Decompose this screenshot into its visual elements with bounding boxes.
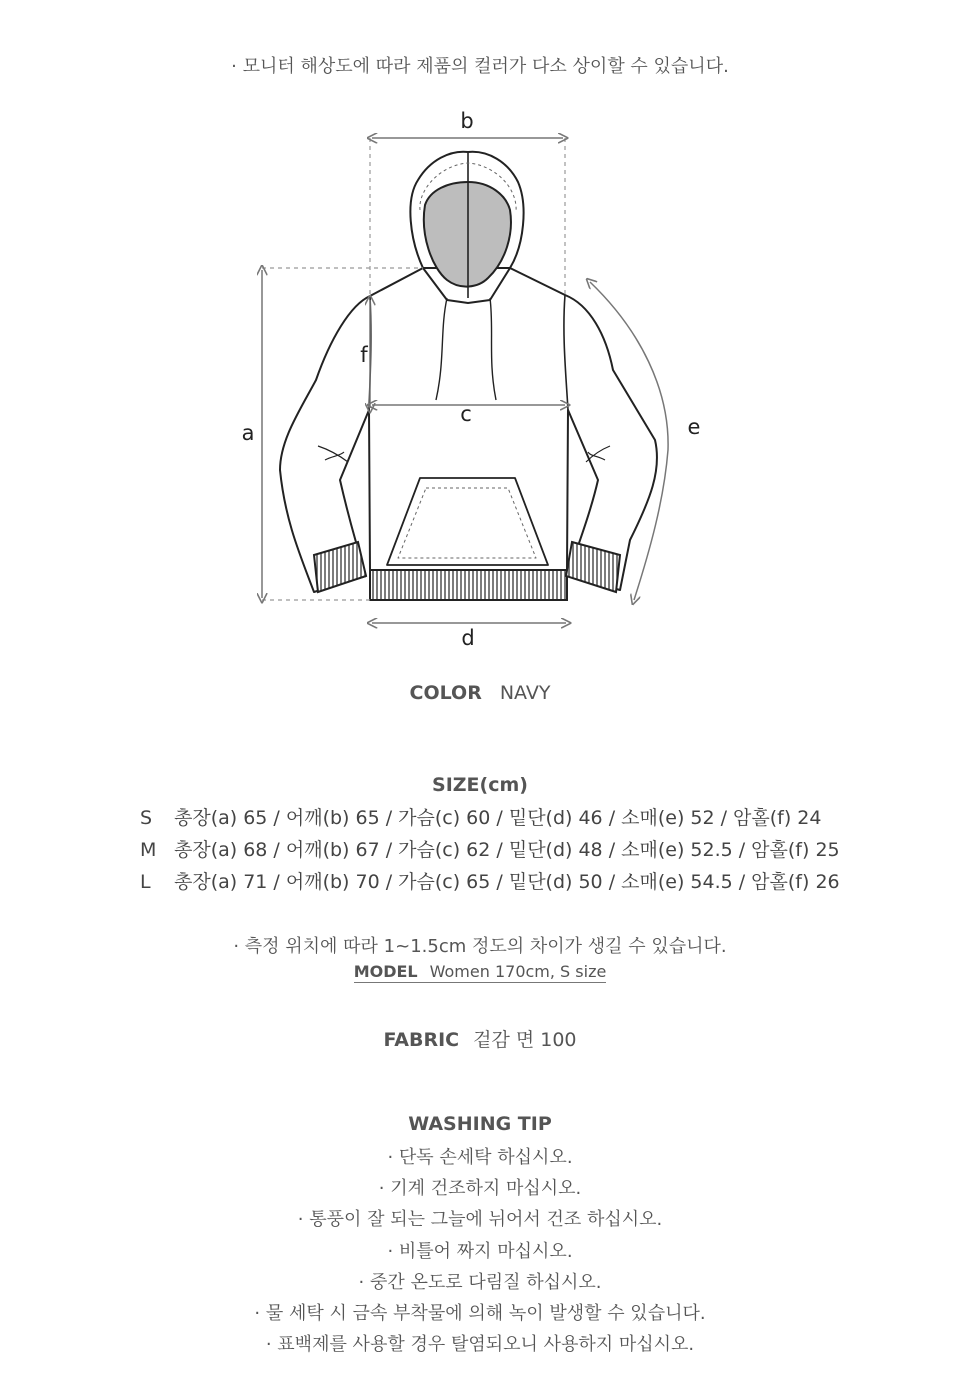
color-label: COLOR	[409, 682, 482, 704]
hem-rib	[370, 570, 567, 600]
model-info	[0, 962, 960, 981]
list-item: · 통풍이 잘 되는 그늘에 뉘어서 건조 하십시오.	[297, 1209, 663, 1231]
size-measurements: 총장(a) 65 / 어깨(b) 65 / 가슴(c) 60 / 밑단(d) 46 / 소매(e) 52 / 암홀(f) 24	[174, 807, 822, 829]
washing-tip-list	[0, 1142, 960, 1360]
size-title: SIZE(cm)	[432, 774, 528, 796]
label-f: f	[360, 343, 368, 367]
model-value: Women 170cm, S size	[429, 962, 607, 981]
size-code: L	[140, 871, 151, 893]
color-info	[0, 682, 960, 704]
size-row-l	[140, 866, 840, 898]
size-measurements: 총장(a) 68 / 어깨(b) 67 / 가슴(c) 62 / 밑단(d) 48 / 소매(e) 52.5 / 암홀(f) 25	[174, 839, 840, 861]
label-e: e	[687, 415, 701, 439]
hoodie-size-diagram	[0, 0, 960, 680]
model-label: MODEL	[353, 962, 418, 981]
list-item: · 비틀어 짜지 마십시오.	[387, 1240, 573, 1262]
list-item: · 단독 손세탁 하십시오.	[387, 1147, 573, 1168]
size-measurements: 총장(a) 71 / 어깨(b) 70 / 가슴(c) 65 / 밑단(d) 50 / 소매(e) 54.5 / 암홀(f) 26	[174, 871, 840, 893]
size-row-s	[140, 802, 840, 834]
list-item: · 중간 온도로 다림질 하십시오.	[358, 1271, 602, 1293]
fabric-info	[0, 1025, 960, 1052]
list-item: · 물 세탁 시 금속 부착물에 의해 녹이 발생할 수 있습니다.	[254, 1302, 706, 1324]
size-code: M	[140, 839, 157, 861]
measurement-notice: · 측정 위치에 따라 1~1.5cm 정도의 차이가 생길 수 있습니다.	[233, 936, 727, 957]
size-code: S	[140, 807, 153, 829]
fabric-value: 겉감 면 100	[473, 1029, 577, 1051]
size-row-m	[140, 834, 840, 866]
label-d: d	[461, 626, 475, 650]
color-value: NAVY	[499, 682, 551, 704]
label-c: c	[460, 402, 472, 426]
monitor-color-notice: · 모니터 해상도에 따라 제품의 컬러가 다소 상이할 수 있습니다.	[231, 56, 729, 77]
list-item: · 기계 건조하지 마십시오.	[378, 1178, 582, 1200]
fabric-label: FABRIC	[383, 1029, 460, 1051]
size-table	[140, 802, 840, 898]
label-a: a	[241, 421, 255, 445]
list-item: · 표백제를 사용할 경우 탈염되오니 사용하지 마십시오.	[265, 1334, 695, 1356]
washing-tip-title: WASHING TIP	[408, 1113, 552, 1135]
label-b: b	[460, 109, 474, 133]
hoodie-outline	[280, 152, 657, 592]
